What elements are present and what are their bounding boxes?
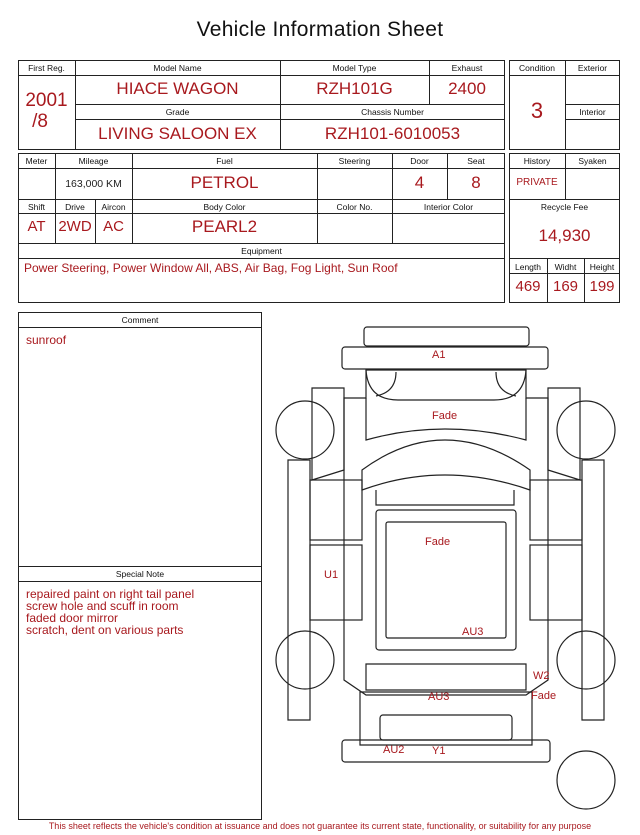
width-label: Widht — [554, 262, 577, 272]
recycle-fee-value: 14,930 — [538, 226, 591, 245]
body-color-value: PEARL2 — [191, 217, 258, 236]
first-reg-year: 2001 — [25, 90, 68, 111]
history-value: PRIVATE — [516, 177, 558, 188]
door-value: 4 — [414, 173, 425, 192]
drive-label: Drive — [65, 202, 85, 212]
seat-label: Seat — [467, 156, 485, 166]
door-label: Door — [410, 156, 429, 166]
mark-rear-gate: AU3 — [428, 691, 450, 703]
height-label: Height — [589, 262, 615, 272]
mark-rear-bumper-b: Y1 — [432, 745, 446, 757]
mark-right-quarter-b: Fade — [531, 690, 557, 702]
mark-hood: Fade — [432, 410, 458, 422]
length-label: Length — [515, 262, 541, 272]
first-reg-month: /8 — [32, 111, 48, 132]
exterior-label: Exterior — [577, 63, 608, 73]
length-value: 469 — [515, 278, 541, 295]
condition-label: Condition — [519, 63, 555, 73]
model-name-value: HIACE WAGON — [116, 79, 239, 98]
meter-label: Meter — [25, 156, 48, 166]
mark-left-side: U1 — [324, 569, 339, 581]
grade-label: Grade — [165, 107, 190, 117]
recycle-fee-label: Recycle Fee — [540, 202, 589, 212]
disclaimer-footer: This sheet reflects the vehicle's condition at issuance and does not guarantee its current state, functionality, or suitability for any purpose — [48, 821, 592, 831]
color-no-label: Color No. — [336, 202, 373, 212]
mark-right-rear-door: AU3 — [462, 626, 484, 638]
shift-label: Shift — [27, 202, 45, 212]
model-type-value: RZH101G — [316, 79, 393, 98]
mark-rear-bumper-a: AU2 — [383, 744, 405, 756]
equipment-value: Power Steering, Power Window All, ABS, Air Bag, Fog Light, Sun Roof — [24, 261, 398, 275]
vehicle-damage-diagram — [268, 318, 620, 818]
mark-front: A1 — [432, 349, 446, 361]
width-value: 169 — [552, 278, 579, 295]
seat-value: 8 — [471, 173, 481, 192]
condition-value: 3 — [530, 98, 544, 123]
chassis-number-value: RZH101-6010053 — [324, 124, 461, 143]
special-note-label: Special Note — [115, 569, 165, 579]
special-note-line-1: repaired paint on right tail panel — [26, 587, 195, 601]
sheet-title: Vehicle Information Sheet — [196, 18, 444, 41]
grade-value: LIVING SALOON EX — [98, 124, 257, 143]
mark-roof: Fade — [425, 536, 451, 548]
model-type-label: Model Type — [332, 63, 377, 73]
comment-line: sunroof — [26, 333, 67, 347]
special-note-line-3: faded door mirror — [26, 611, 119, 625]
exhaust-value: 2400 — [448, 79, 486, 98]
aircon-value: AC — [103, 218, 124, 235]
mileage-value: 163,000 KM — [65, 178, 122, 190]
aircon-label: Aircon — [101, 202, 126, 212]
comment-label: Comment — [121, 315, 159, 325]
height-value: 199 — [589, 278, 615, 295]
special-note-line-4: scratch, dent on various parts — [26, 623, 184, 637]
exhaust-label: Exhaust — [451, 63, 483, 73]
mark-right-quarter-a: W2 — [533, 670, 550, 682]
syaken-label: Syaken — [578, 156, 607, 166]
body-color-label: Body Color — [203, 202, 246, 212]
first-reg-label: First Reg. — [28, 63, 65, 73]
steering-label: Steering — [338, 156, 371, 166]
fuel-label: Fuel — [216, 156, 233, 166]
chassis-number-label: Chassis Number — [361, 107, 424, 117]
fuel-value: PETROL — [190, 173, 259, 192]
special-note-line-2: screw hole and scuff in room — [26, 599, 179, 613]
interior-label: Interior — [579, 107, 606, 117]
interior-color-label: Interior Color — [423, 202, 474, 212]
model-name-label: Model Name — [153, 63, 202, 73]
equipment-label: Equipment — [241, 246, 282, 256]
shift-value: AT — [27, 218, 46, 235]
mileage-label: Mileage — [78, 156, 109, 166]
drive-value: 2WD — [58, 218, 92, 235]
history-label: History — [523, 156, 551, 166]
